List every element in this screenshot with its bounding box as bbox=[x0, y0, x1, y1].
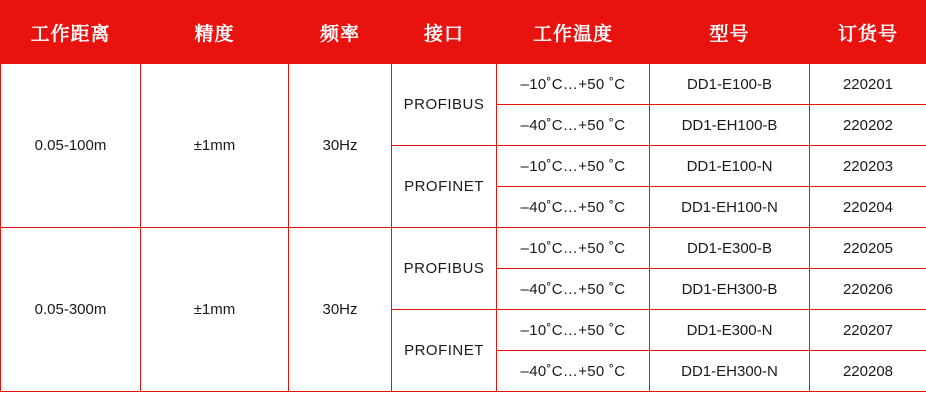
cell-working-temperature: –40˚C…+50 ˚C bbox=[497, 105, 650, 146]
cell-frequency: 30Hz bbox=[289, 228, 392, 392]
cell-order-number: 220205 bbox=[810, 228, 926, 269]
cell-working-temperature: –40˚C…+50 ˚C bbox=[497, 187, 650, 228]
cell-frequency: 30Hz bbox=[289, 64, 392, 228]
cell-order-number: 220208 bbox=[810, 351, 926, 392]
column-header-frequency: 频率 bbox=[289, 1, 392, 64]
cell-working-temperature: –10˚C…+50 ˚C bbox=[497, 228, 650, 269]
column-header-accuracy: 精度 bbox=[141, 1, 289, 64]
cell-working-temperature: –10˚C…+50 ˚C bbox=[497, 64, 650, 105]
table-body bbox=[1, 64, 926, 392]
cell-working-temperature: –10˚C…+50 ˚C bbox=[497, 146, 650, 187]
cell-model: DD1-E300-B bbox=[650, 228, 810, 269]
cell-order-number: 220204 bbox=[810, 187, 926, 228]
cell-model: DD1-EH300-B bbox=[650, 269, 810, 310]
cell-interface: PROFINET bbox=[392, 146, 497, 228]
cell-accuracy: ±1mm bbox=[141, 64, 289, 228]
cell-order-number: 220206 bbox=[810, 269, 926, 310]
column-header-working-temperature: 工作温度 bbox=[497, 1, 650, 64]
column-header-order-number: 订货号 bbox=[810, 1, 926, 64]
cell-working-temperature: –40˚C…+50 ˚C bbox=[497, 351, 650, 392]
column-header-working-distance: 工作距离 bbox=[1, 1, 141, 64]
cell-working-distance: 0.05-100m bbox=[1, 64, 141, 228]
cell-accuracy: ±1mm bbox=[141, 228, 289, 392]
cell-model: DD1-EH100-B bbox=[650, 105, 810, 146]
cell-model: DD1-EH100-N bbox=[650, 187, 810, 228]
column-header-model: 型号 bbox=[650, 1, 810, 64]
cell-model: DD1-EH300-N bbox=[650, 351, 810, 392]
cell-working-distance: 0.05-300m bbox=[1, 228, 141, 392]
cell-order-number: 220207 bbox=[810, 310, 926, 351]
cell-model: DD1-E100-B bbox=[650, 64, 810, 105]
table-row bbox=[1, 64, 926, 105]
cell-interface: PROFIBUS bbox=[392, 64, 497, 146]
table-header-row bbox=[1, 1, 926, 64]
cell-interface: PROFINET bbox=[392, 310, 497, 392]
cell-working-temperature: –40˚C…+50 ˚C bbox=[497, 269, 650, 310]
table-header bbox=[1, 1, 926, 64]
cell-order-number: 220203 bbox=[810, 146, 926, 187]
cell-order-number: 220201 bbox=[810, 64, 926, 105]
cell-order-number: 220202 bbox=[810, 105, 926, 146]
cell-working-temperature: –10˚C…+50 ˚C bbox=[497, 310, 650, 351]
cell-model: DD1-E100-N bbox=[650, 146, 810, 187]
column-header-interface: 接口 bbox=[392, 1, 497, 64]
cell-interface: PROFIBUS bbox=[392, 228, 497, 310]
cell-model: DD1-E300-N bbox=[650, 310, 810, 351]
table-row bbox=[1, 228, 926, 269]
